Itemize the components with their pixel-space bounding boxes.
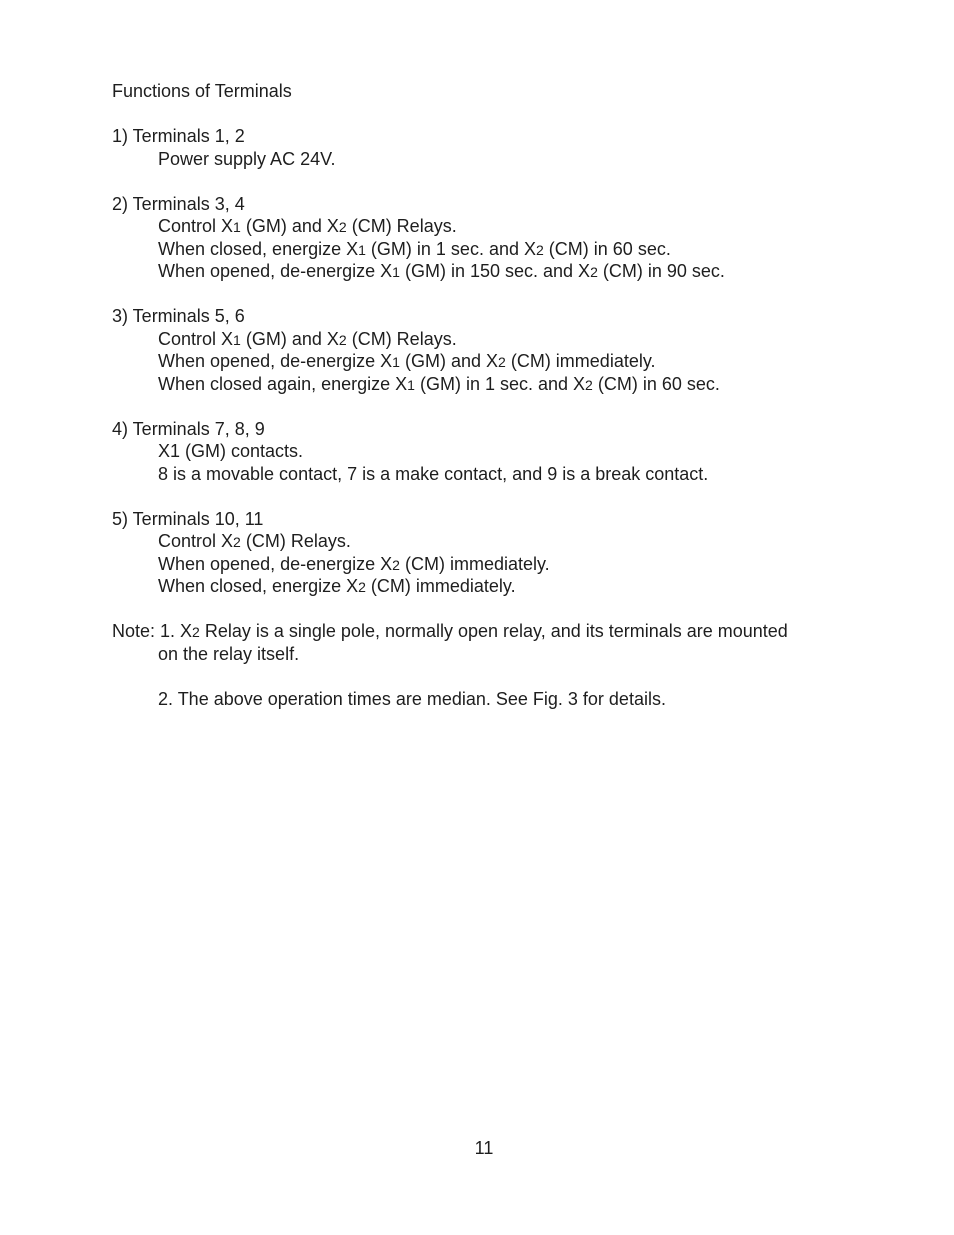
section-line bbox=[112, 148, 872, 171]
note-line-1 bbox=[112, 620, 872, 643]
spacer bbox=[112, 485, 872, 508]
section-line bbox=[112, 215, 872, 238]
text-run: (GM) and X bbox=[399, 351, 499, 371]
spacer bbox=[112, 395, 872, 418]
terminal-section bbox=[112, 125, 872, 193]
text-run: (CM) in 60 sec. bbox=[543, 238, 671, 259]
subscript: 2 bbox=[338, 219, 347, 235]
section-line bbox=[112, 238, 872, 261]
text-run: (GM) in 150 sec. and X bbox=[399, 261, 591, 281]
subscript: 2 bbox=[233, 534, 241, 550]
subscript: 2 bbox=[535, 241, 544, 258]
text-run: When closed, energize X bbox=[158, 238, 359, 259]
section-line bbox=[112, 350, 872, 373]
document-page bbox=[112, 80, 872, 710]
text-run: Control X bbox=[158, 328, 234, 349]
terminal-section bbox=[112, 305, 872, 418]
text-run: Control X bbox=[158, 531, 234, 551]
spacer bbox=[112, 665, 872, 688]
text-run: (CM) immediately. bbox=[505, 351, 656, 371]
subscript: 2 bbox=[338, 331, 347, 348]
text-run: When opened, de-energize X bbox=[158, 261, 393, 281]
section-line bbox=[112, 260, 872, 283]
section-line bbox=[112, 553, 872, 576]
subscript: 1 bbox=[392, 354, 400, 370]
section-heading: 4) Terminals 7, 8, 9 bbox=[112, 418, 265, 439]
subscript: 1 bbox=[407, 376, 415, 393]
note-block bbox=[112, 620, 872, 710]
text-run: (GM) in 1 sec. and X bbox=[365, 238, 536, 259]
text-run: Relay is a single pole, normally open relay, and its terminals are mounted bbox=[199, 621, 788, 641]
section-line bbox=[112, 328, 872, 351]
subscript: 1 bbox=[392, 264, 400, 280]
note-line-2: 2. The above operation times are median. See Fig. 3 for details. bbox=[158, 688, 666, 709]
text-run: (GM) and X bbox=[240, 216, 339, 236]
subscript: 2 bbox=[192, 624, 200, 640]
section-heading: 3) Terminals 5, 6 bbox=[112, 306, 245, 326]
section-heading: 1) Terminals 1, 2 bbox=[112, 126, 245, 146]
spacer bbox=[112, 170, 872, 193]
section-line bbox=[112, 530, 872, 553]
text-run: Power supply AC 24V. bbox=[158, 148, 336, 169]
section-heading: 2) Terminals 3, 4 bbox=[112, 193, 245, 214]
subscript: 2 bbox=[498, 354, 506, 370]
text-run: (CM) in 60 sec. bbox=[592, 373, 720, 394]
text-run: Note: 1. X bbox=[112, 621, 193, 641]
text-run: (CM) Relays. bbox=[346, 216, 457, 236]
terminal-sections bbox=[112, 125, 872, 620]
subscript: 2 bbox=[358, 579, 366, 595]
text-run: X1 (GM) contacts. bbox=[158, 441, 304, 461]
text-run: Control X bbox=[158, 216, 234, 236]
spacer bbox=[112, 598, 872, 621]
text-run: (GM) and X bbox=[240, 328, 339, 349]
section-line bbox=[112, 463, 872, 486]
subscript: 2 bbox=[392, 556, 400, 573]
subscript: 1 bbox=[233, 219, 241, 235]
section-heading: 5) Terminals 10, 11 bbox=[112, 508, 264, 529]
text-run: 8 is a movable contact, 7 is a make contact, and 9 is a break contact. bbox=[158, 463, 709, 484]
text-run: When opened, de-energize X bbox=[158, 553, 393, 574]
section-line bbox=[112, 575, 872, 598]
text-run: (CM) immediately. bbox=[399, 553, 550, 574]
terminal-section bbox=[112, 193, 872, 306]
subscript: 2 bbox=[585, 376, 593, 393]
text-run: (CM) Relays. bbox=[346, 328, 457, 349]
spacer bbox=[112, 103, 872, 126]
page-number: 11 bbox=[474, 1138, 494, 1158]
terminal-section bbox=[112, 418, 872, 508]
text-run: When opened, de-energize X bbox=[158, 351, 393, 371]
text-run: (CM) Relays. bbox=[240, 531, 351, 551]
terminal-section bbox=[112, 508, 872, 621]
note-line-1-continuation: on the relay itself. bbox=[158, 643, 300, 664]
text-run: (CM) immediately. bbox=[365, 576, 516, 596]
text-run: (CM) in 90 sec. bbox=[597, 261, 725, 281]
text-run: (GM) in 1 sec. and X bbox=[414, 373, 586, 394]
subscript: 1 bbox=[358, 241, 366, 258]
section-line bbox=[112, 373, 872, 396]
document-title: Functions of Terminals bbox=[112, 81, 292, 101]
text-run: When closed again, energize X bbox=[158, 373, 408, 394]
subscript: 1 bbox=[233, 331, 241, 348]
subscript: 2 bbox=[590, 264, 598, 280]
text-run: When closed, energize X bbox=[158, 576, 359, 596]
section-line bbox=[112, 440, 872, 463]
spacer bbox=[112, 283, 872, 306]
